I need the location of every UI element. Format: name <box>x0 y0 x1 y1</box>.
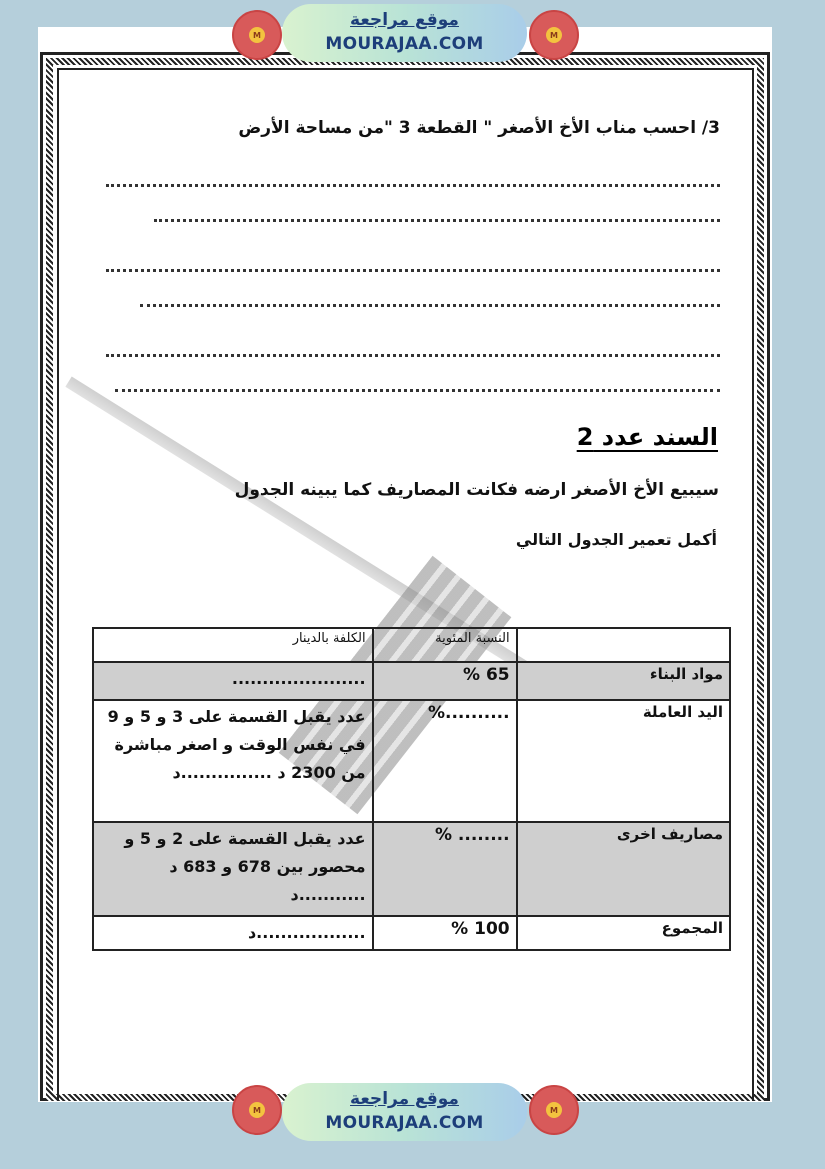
section-title: السند عدد 2 <box>576 423 718 451</box>
header-percentage: النسبة المئوية <box>373 628 517 662</box>
row-label: مصاريف اخرى <box>517 822 730 916</box>
expenses-table <box>92 627 731 951</box>
site-logo-right <box>529 1085 579 1135</box>
row-cost[interactable]: ...................... <box>93 662 373 700</box>
row-cost[interactable]: ..................د <box>93 916 373 950</box>
question-3: 3/ احسب مناب الأخ الأصغر " القطعة 3 "من مساحة الأرض <box>238 118 720 138</box>
table-header-row <box>93 628 730 662</box>
logo-icon: M <box>546 1102 562 1118</box>
table-row-total <box>93 916 730 950</box>
table-instruction: أكمل تعمير الجدول التالي <box>515 530 717 549</box>
answer-line <box>106 350 720 357</box>
table-row <box>93 822 730 916</box>
site-domain: MOURAJAA.COM <box>325 1113 484 1133</box>
section-paragraph: سيبيع الأخ الأصغر ارضه فكانت المصاريف كما يبينه الجدول <box>234 480 719 500</box>
table-row <box>93 662 730 700</box>
header-empty <box>517 628 730 662</box>
row-label: المجموع <box>517 916 730 950</box>
answer-line <box>106 180 720 187</box>
answer-line <box>115 385 720 392</box>
site-logo-left <box>232 10 282 60</box>
site-logo-left <box>232 1085 282 1135</box>
logo-icon: M <box>546 27 562 43</box>
logo-icon: M <box>249 1102 265 1118</box>
site-name-arabic: موقع مراجعة <box>350 1089 459 1109</box>
answer-line <box>106 265 720 272</box>
answer-line <box>154 215 720 222</box>
row-percentage: 100 % <box>373 916 517 950</box>
row-cost[interactable]: عدد يقبل القسمة على 2 و 5 و محصور بين 678 و 683 د ...........د <box>93 822 373 916</box>
logo-icon: M <box>249 27 265 43</box>
row-percentage[interactable]: 65 % <box>373 662 517 700</box>
site-badge-footer[interactable] <box>282 1083 527 1141</box>
row-percentage[interactable]: ........ % <box>373 822 517 916</box>
site-logo-right <box>529 10 579 60</box>
site-domain: MOURAJAA.COM <box>325 34 484 54</box>
table-row <box>93 700 730 822</box>
answer-line <box>140 300 720 307</box>
row-label: مواد البناء <box>517 662 730 700</box>
row-percentage[interactable]: ..........% <box>373 700 517 822</box>
row-cost[interactable]: عدد يقبل القسمة على 3 و 5 و 9 في نفس الوقت و اصغر مباشرة من 2300 د ...............د <box>93 700 373 822</box>
site-badge-header[interactable] <box>282 4 527 62</box>
row-label: اليد العاملة <box>517 700 730 822</box>
site-name-arabic: موقع مراجعة <box>350 10 459 30</box>
header-cost: الكلفة بالدينار <box>93 628 373 662</box>
